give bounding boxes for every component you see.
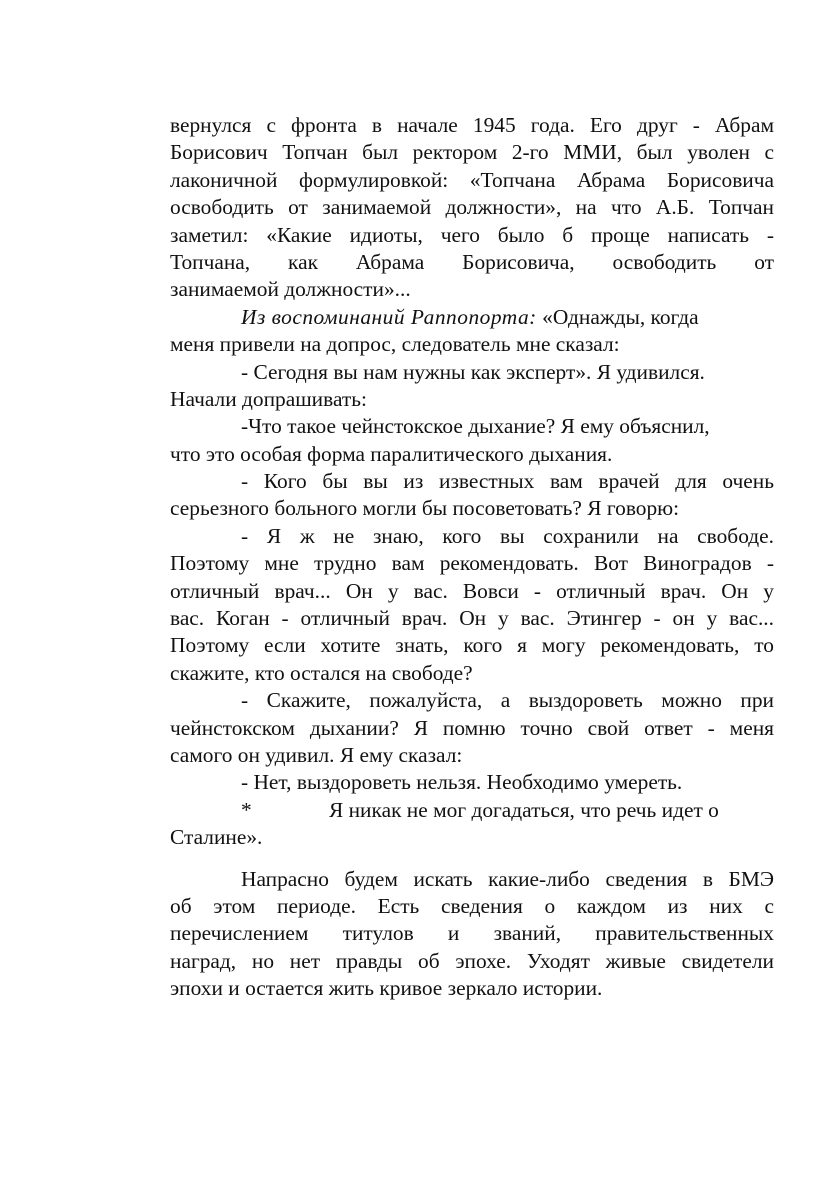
- text-line: наград, но нет правды об эпохе. Уходят живые свидетели: [170, 948, 774, 973]
- text-line: занимаемой должности»...: [170, 277, 411, 302]
- text-line: Сталине».: [170, 825, 263, 850]
- text-line: освободить от занимаемой должности», на что А.Б. Топчан: [170, 195, 774, 220]
- paragraph-gap: [170, 852, 774, 866]
- quote-start: «Однажды, когда: [536, 304, 699, 329]
- text-line: заметил: «Какие идиоты, чего было б проще написать -: [170, 222, 774, 247]
- text-line: - Я ж не знаю, кого вы сохранили на свободе.: [241, 523, 774, 548]
- text-line: отличный врач... Он у вас. Вовси - отличный врач. Он у: [170, 578, 774, 603]
- text-line: -Что такое чейнстокское дыхание? Я ему объяснил,: [241, 414, 710, 439]
- text-line: - Кого бы вы из известных вам врачей для очень: [241, 469, 774, 494]
- text-line: лаконичной формулировкой: «Топчана Абрама Борисовича: [170, 167, 774, 192]
- text-line: об этом периоде. Есть сведения о каждом из них с: [170, 893, 774, 918]
- text-line: самого он удивил. Я ему сказал:: [170, 742, 463, 767]
- text-line: вернулся с фронта в начале 1945 года. Его друг - Абрам: [170, 113, 774, 137]
- text-line: скажите, кто остался на свободе?: [170, 660, 473, 685]
- text-line: Топчана, как Абрама Борисовича, освободить от: [170, 249, 774, 274]
- text-line: - Скажите, пожалуйста, а выздороветь можно при: [241, 688, 774, 713]
- text-line: чейнстокском дыхании? Я помню точно свой ответ - меня: [170, 715, 774, 740]
- text-line: Борисович Топчан был ректором 2-го ММИ, был уволен с: [170, 140, 774, 165]
- quote-source: Из воспоминаний Раппопорта:: [241, 304, 537, 329]
- asterisk-mark: *: [241, 797, 252, 822]
- text-line: перечислением титулов и званий, правительственных: [170, 921, 774, 946]
- text-line: меня привели на допрос, следователь мне сказал:: [170, 332, 620, 357]
- text-line: - Нет, выздороветь нельзя. Необходимо умереть.: [241, 770, 683, 795]
- text-line: эпохи и остается жить кривое зеркало истории.: [170, 976, 603, 1001]
- text-line: Напрасно будем искать какие-либо сведения в БМЭ: [241, 866, 774, 891]
- text-line: Поэтому мне трудно вам рекомендовать. Вот Виноградов -: [170, 551, 774, 576]
- text-line: - Сегодня вы нам нужны как эксперт». Я удивился.: [241, 359, 705, 384]
- text-fragment: Я никак не мог догадаться, что речь идет о: [329, 797, 719, 822]
- text-line: Поэтому если хотите знать, кого я могу рекомендовать, то: [170, 633, 774, 658]
- text-line: вас. Коган - отличный врач. Он у вас. Этингер - он у вас...: [170, 606, 774, 631]
- text-line: [170, 797, 774, 824]
- text-line: Начали допрашивать:: [170, 386, 367, 411]
- text-line: [170, 304, 774, 331]
- text-line: серьезного больного могли бы посоветовать? Я говорю:: [170, 496, 680, 521]
- text-line: что это особая форма паралитического дыхания.: [170, 441, 613, 466]
- document-page: [170, 112, 774, 1003]
